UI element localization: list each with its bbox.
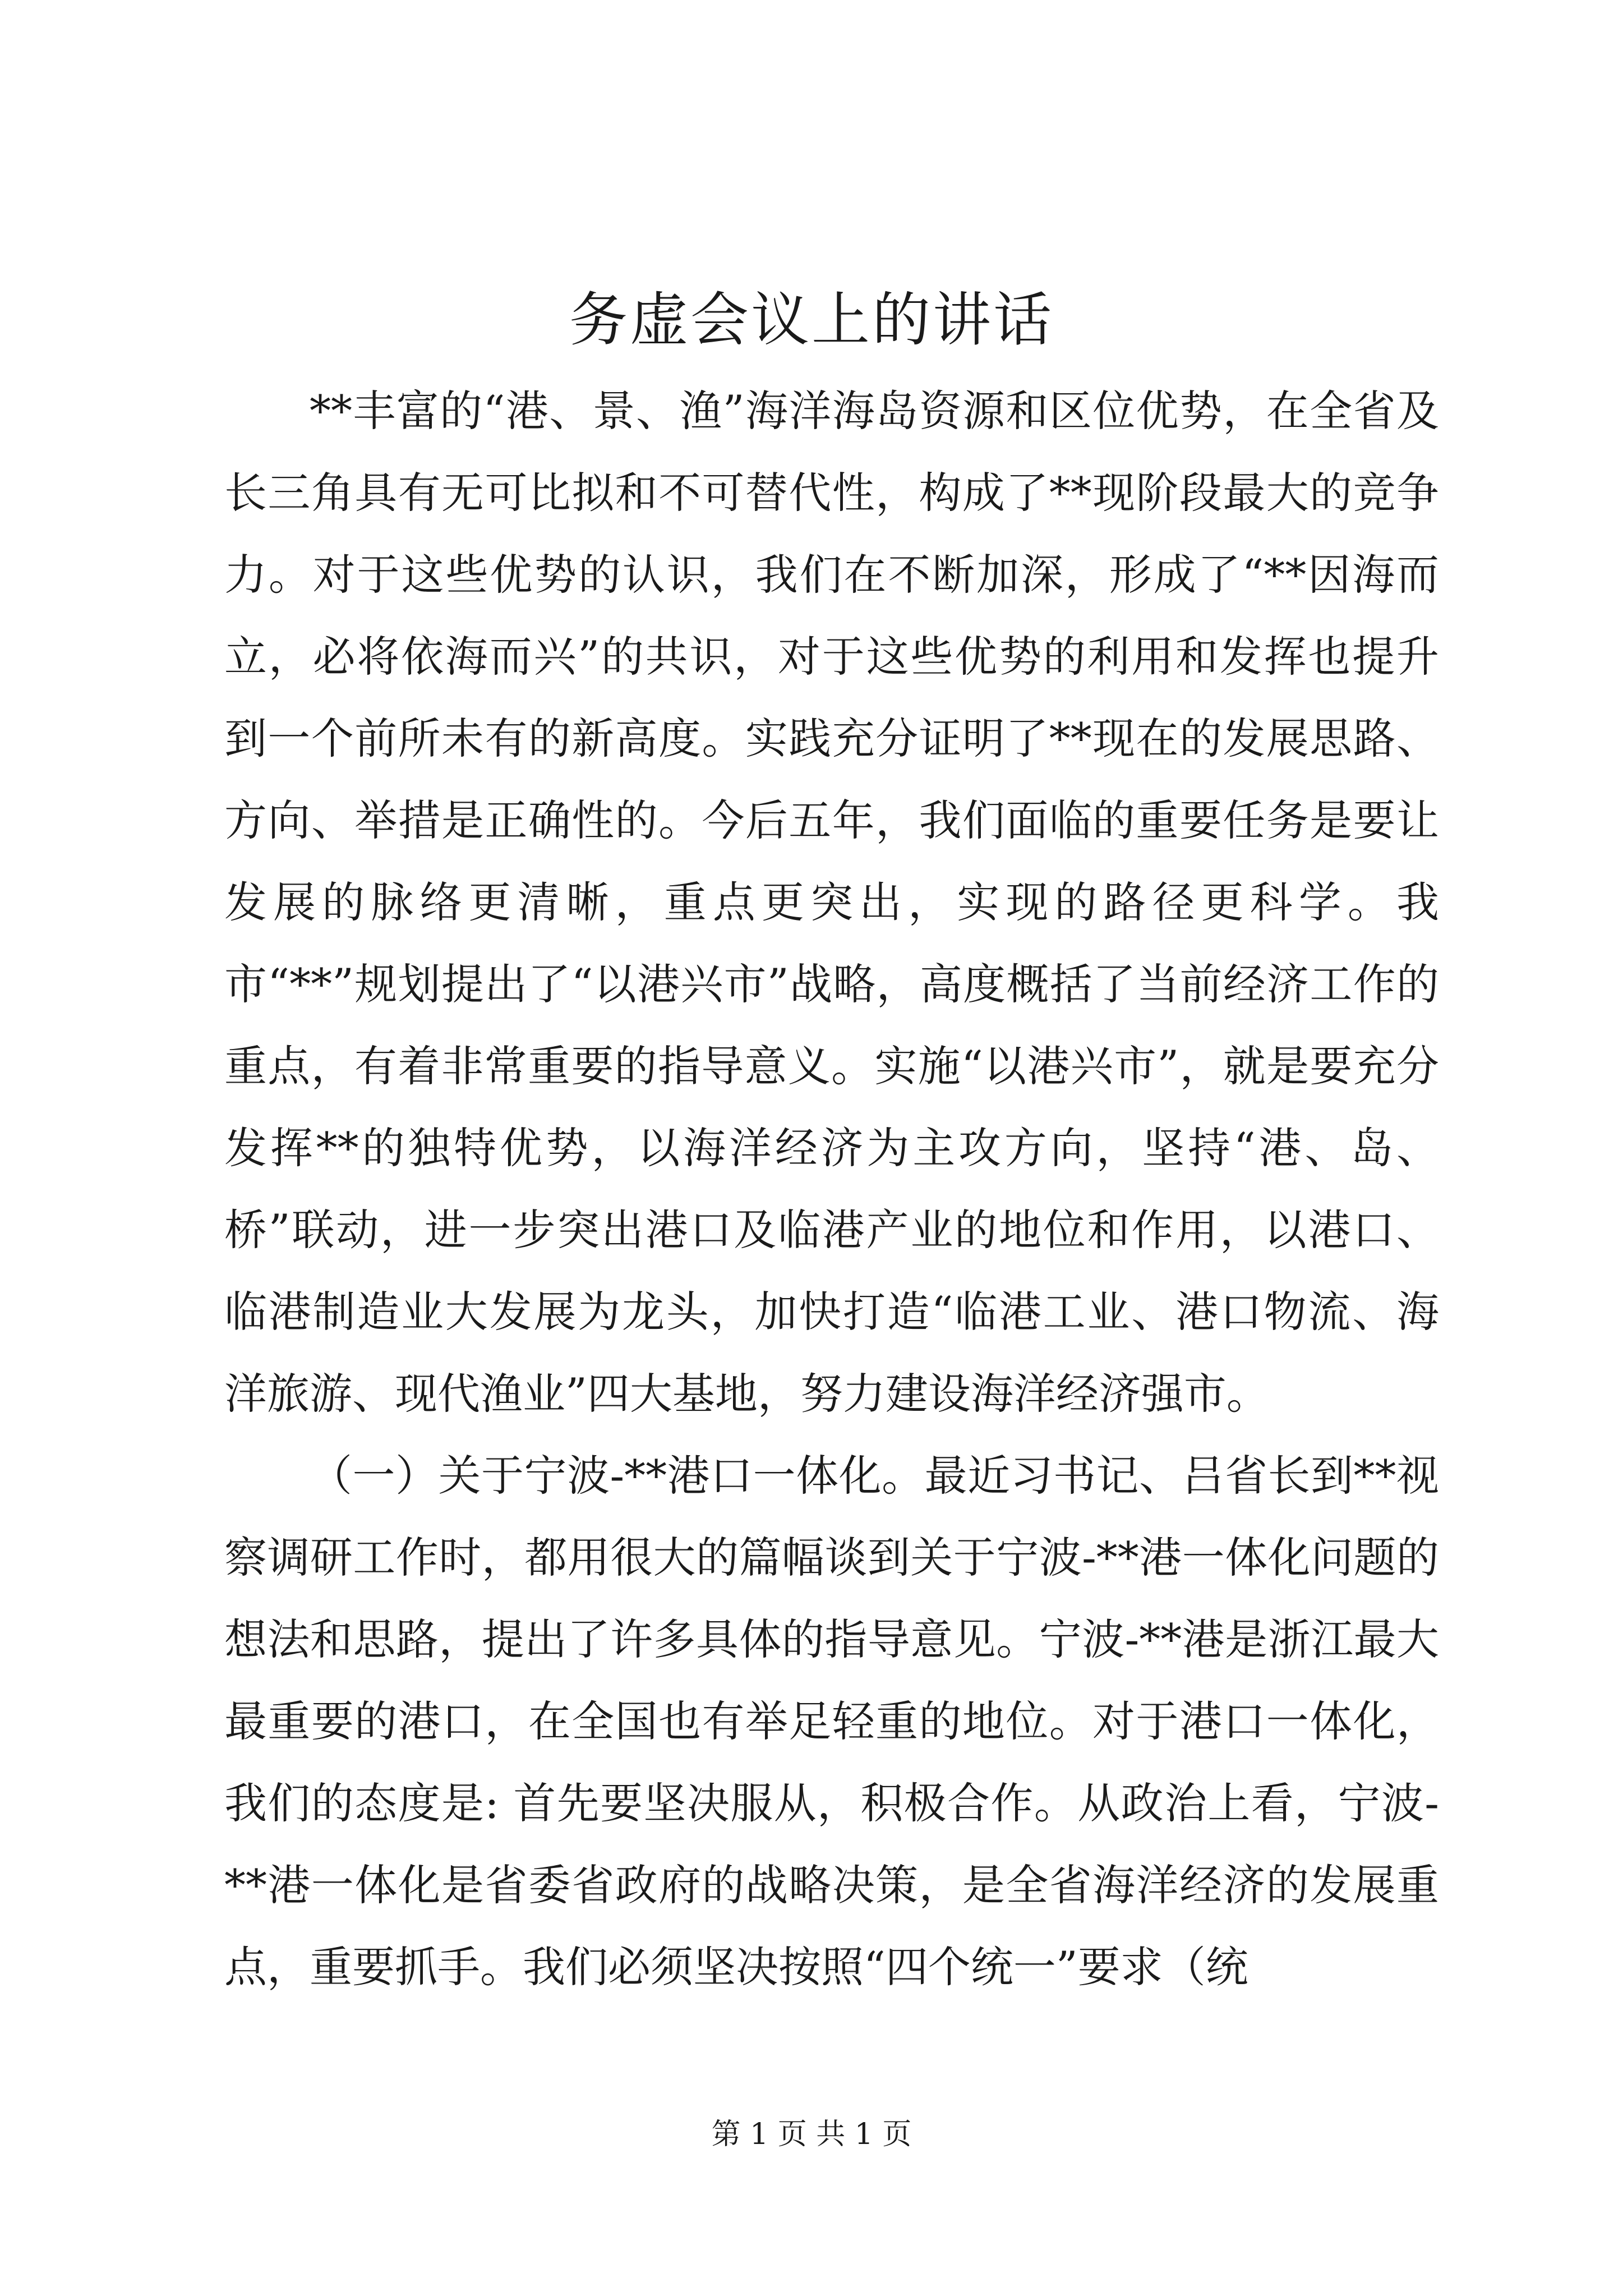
page-footer: 第 1 页 共 1 页 xyxy=(711,2118,912,2151)
document-title: 务虚会议上的讲话 xyxy=(569,286,1054,354)
paragraph-section-1: （一）关于宁波-**港口一体化。最近习书记、吕省长到**视察调研工作时，都用很大的篇幅谈到关于宁波-**港一体化问题的想法和思路，提出了许多具体的指导意见。宁波-**港是浙江最大最重要的港口，在全国也有举足轻重的地位。对于港口一体化，我们的态度是: 首先要坚决服从，积极合作。从政治上看，宁波-**港一体化是省委省政府的战略决策，是全省海洋经济的发展重点，重要抓手。我们必须坚决按照“四个统一”要求（统 xyxy=(224,1451,1439,1992)
paragraph-intro: **丰富的“港、景、渔”海洋海岛资源和区位优势，在全省及长三角具有无可比拟和不可替代性，构成了**现阶段最大的竞争力。对于这些优势的认识，我们在不断加深，形成了“**因海而立，必将依海而兴”的共识，对于这些优势的利用和发挥也提升到一个前所未有的新高度。实践充分证明了**现在的发展思路、方向、举措是正确性的。今后五年，我们面临的重要任务是要让发展的脉络更清晰，重点更突出，实现的路径更科学。我市“**”规划提出了“以港兴市”战略，高度概括了当前经济工作的重点，有着非常重要的指导意义。实施“以港兴市”，就是要充分发挥**的独特优势，以海洋经济为主攻方向，坚持“港、岛、桥”联动，进一步突出港口及临港产业的地位和作用，以港口、临港制造业大发展为龙头，加快打造“临港工业、港口物流、海洋旅游、现代渔业”四大基地，努力建设海洋经济强市。 xyxy=(224,386,1439,1419)
document-body xyxy=(224,370,1439,2008)
